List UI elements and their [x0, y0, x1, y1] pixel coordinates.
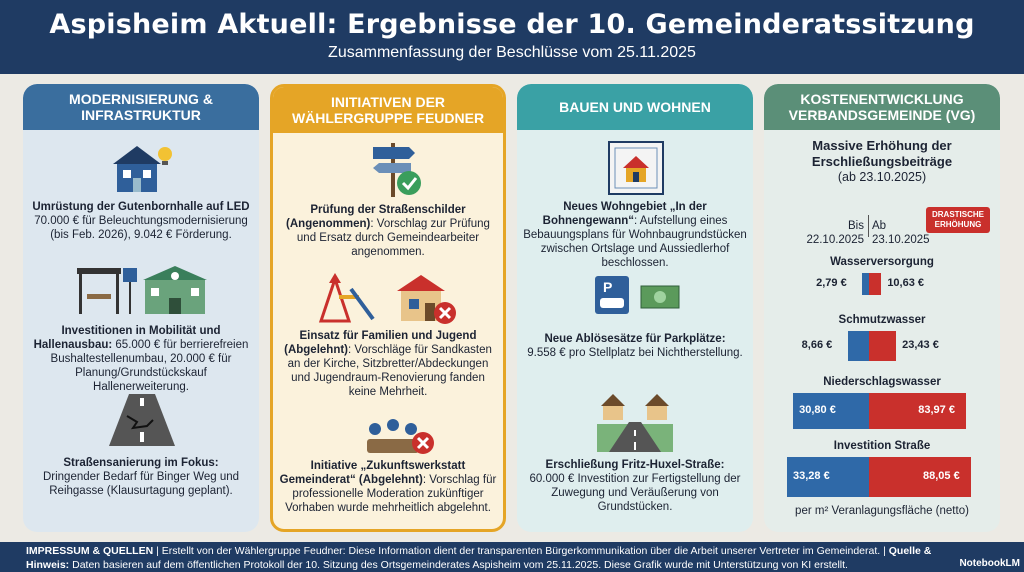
item-text: : Vorschlag zur Prüfung und Ersatz durch Gemeindearbeiter angenommen. [296, 218, 490, 258]
item-text: : Vorschläge für Sandkasten an der Kirche, Sitzbretter/Abdeckungen und Jugendraum-Renovierung fanden keine Mehrheit. [287, 344, 492, 398]
page-title: Aspisheim Aktuell: Ergebnisse der 10. Gemeinderatssitzung [49, 9, 975, 40]
value-after: 88,05 € [923, 470, 960, 482]
footer-note-heading: Hinweis: [26, 559, 70, 571]
category-label: Wasserversorgung [830, 256, 934, 268]
column-heading: BAUEN UND WOHNEN [517, 84, 753, 130]
item-title: Umrüstung der Gutenbornhalle auf LED [32, 201, 250, 213]
damaged-road-icon [107, 392, 177, 448]
header [0, 0, 1024, 74]
item-title: Prüfung der Straßenschilder (Angenommen) [286, 204, 466, 230]
footer-note: Daten basieren auf dem öffentlichen Protokoll der 10. Sitzung des Ortsgemeinderates Aspisheim vom 25.11.2025. Diese Grafik wurde mit Unterstützung von KI erstellt. [69, 559, 848, 571]
column-heading: KOSTENENTWICKLUNG VERBANDSGEMEINDE (VG) [764, 84, 1000, 130]
notebooklm-badge: NotebookLM [959, 558, 1020, 569]
item-text: : Aufstellung eines Bebauungsplans für Wohnbaugrundstücken zwischen Ortslage und Aussiedlerhof beschlossen. [523, 215, 747, 269]
item-title: Straßensanierung im Fokus: [63, 457, 219, 469]
meeting-reject-icon [363, 417, 435, 459]
item-title: Initiative „Zukunftswerkstatt Gemeinderat“ (Abgelehnt) [279, 460, 466, 486]
bar-after [869, 331, 896, 361]
houses-road-icon [597, 390, 673, 452]
value-before: 30,80 € [799, 404, 836, 416]
value-after: 10,63 € [887, 277, 925, 289]
page-subtitle: Zusammenfassung der Beschlüsse vom 25.11.2025 [328, 44, 696, 61]
item-text: : Vorschlag für professionelle Moderation zukünftiger Vorhaben wurde mehrheitlich abgelehnt. [285, 474, 497, 514]
footer [0, 542, 1024, 572]
bar-before [848, 331, 869, 361]
column-bauen [517, 84, 753, 532]
before-label: Bis 22.10.2025 [806, 220, 864, 246]
after-label: Ab 23.10.2025 [872, 220, 930, 246]
category-label: Niederschlagswasser [823, 376, 941, 388]
value-after: 23,43 € [902, 339, 939, 351]
item-text: 65.000 € für berrierefreien Bushaltestellenumbau, 20.000 € für Planung/Grundstückskauf Hallenerweiterung. [50, 339, 249, 393]
item-text: 9.558 € pro Stellplatz bei Nichtherstellung. [527, 347, 743, 359]
item-title: Investitionen in Mobilität und Hallenausbau: [33, 325, 221, 351]
playground-reject-icon [317, 269, 467, 327]
building-plan-icon [607, 140, 665, 196]
item-title: Erschließung Fritz-Huxel-Straße: [545, 459, 725, 471]
divider [868, 215, 869, 237]
value-before: 33,28 € [793, 470, 830, 482]
column-heading: MODERNISIERUNG & INFRASTRUKTUR [23, 84, 259, 130]
item-text: Dringender Bedarf für Binger Weg und Reihgasse (Klausurtagung geplant). [42, 471, 240, 497]
column-heading: INITIATIVEN DER WÄHLERGRUPPE FEUDNER [273, 87, 503, 133]
unit-label: per m² Veranlagungsfläche (netto) [795, 505, 969, 517]
bus-stop-building-icon [73, 264, 209, 318]
increase-badge: DRASTISCHE ERHÖHUNG [926, 207, 990, 233]
footer-text: | Erstellt von der Wählergruppe Feudner: Diese Information dient der transparenten Bürgerkommunikation über die Arbeit unserer Vertreter im Gemeinderat. | [153, 545, 889, 557]
signpost-check-icon [367, 139, 427, 199]
item-title: Einsatz für Familien und Jugend (Abgelehnt) [284, 330, 477, 356]
footer-heading: IMPRESSUM & QUELLEN [26, 545, 154, 557]
item-title: Neues Wohngebiet „In der Bohnengewann“ [542, 201, 707, 227]
value-after: 83,97 € [918, 404, 955, 416]
category-label: Investition Straße [833, 440, 931, 452]
footer-source-heading: Quelle & [888, 545, 932, 557]
house-lightbulb-icon [111, 142, 175, 194]
bar-before [862, 273, 869, 295]
column-modernisierung [23, 84, 259, 532]
item-text: 60.000 € Investition zur Fertigstellung der Zuwegung und Veräußerung von Grundstücken. [529, 473, 741, 513]
item-text: 70.000 € für Beleuchtungsmodernisierung (bis Feb. 2026), 9.042 € Förderung. [34, 215, 248, 241]
svg-text:P: P [603, 279, 613, 295]
chart-date: (ab 23.10.2025) [837, 170, 927, 184]
column-kosten [764, 84, 1000, 532]
bar-after [869, 273, 881, 295]
value-before: 8,66 € [801, 339, 833, 351]
category-label: Schmutzwasser [838, 314, 926, 326]
parking-money-icon [591, 274, 683, 318]
chart-title: Massive Erhöhung der Erschließungsbeiträge [811, 138, 953, 169]
item-title: Neue Ablösesätze für Parkplätze: [544, 333, 726, 345]
column-initiativen [270, 84, 506, 532]
value-before: 2,79 € [816, 277, 847, 289]
